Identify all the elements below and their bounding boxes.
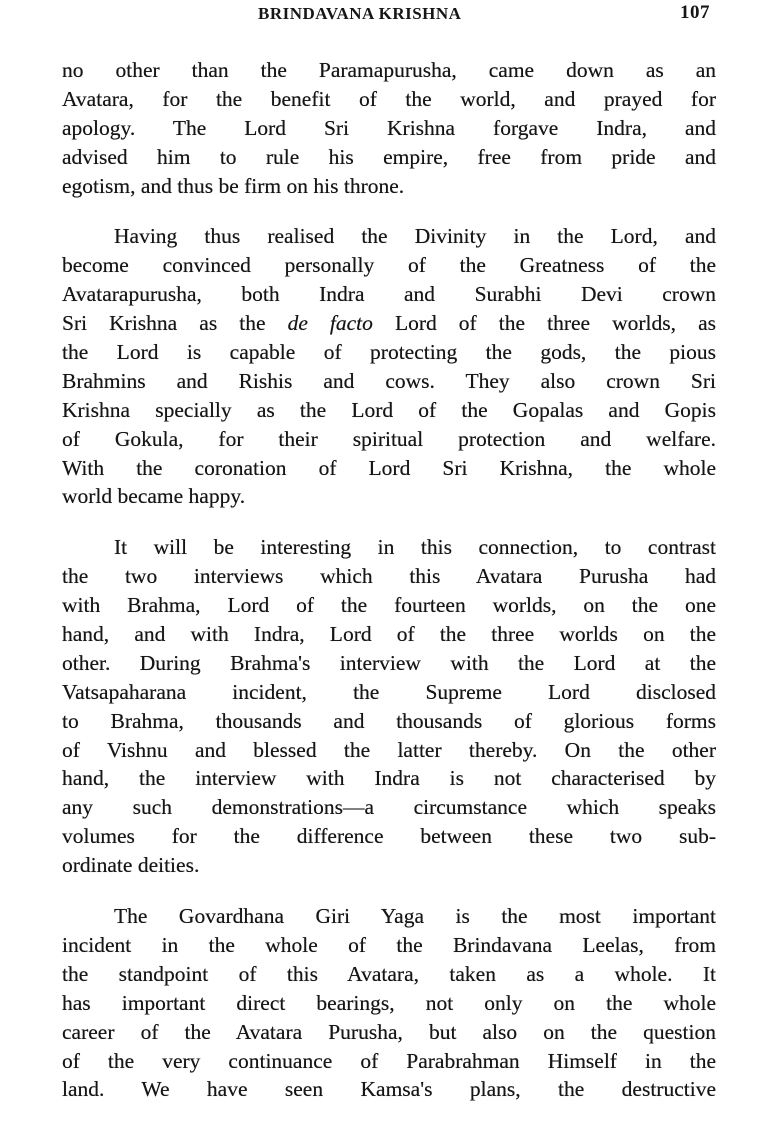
text-line: any such demonstrations—a circumstance which speaks — [62, 795, 716, 820]
text-line: the standpoint of this Avatara, taken as a whole. It — [62, 961, 716, 986]
text-line: career of the Avatara Purusha, but also on the question — [62, 1019, 716, 1044]
text-line: apology. The Lord Sri Krishna forgave Indra, and — [62, 115, 716, 140]
paragraph — [62, 56, 716, 200]
text-line: It will be interesting in this connection, to contrast — [114, 535, 716, 560]
text-line: Avatara, for the benefit of the world, and prayed for — [62, 86, 716, 111]
text-line: incident in the whole of the Brindavana Leelas, from — [62, 932, 716, 957]
text-line: with Brahma, Lord of the fourteen worlds, on the one — [62, 593, 716, 618]
text-line: Having thus realised the Divinity in the Lord, and — [114, 224, 716, 249]
text-line: of the very continuance of Parabrahman Himself in the — [62, 1048, 716, 1073]
page-body — [62, 56, 716, 1126]
text-line: other. During Brahma's interview with the Lord at the — [62, 650, 716, 675]
text-line: With the coronation of Lord Sri Krishna, the whole — [62, 455, 716, 480]
text-line: no other than the Paramapurusha, came down as an — [62, 58, 716, 82]
paragraph — [62, 533, 716, 880]
running-title: BRINDAVANA KRISHNA — [258, 4, 462, 23]
text-line: egotism, and thus be firm on his throne. — [62, 173, 405, 198]
text-line: hand, the interview with Indra is not characterised by — [62, 766, 716, 791]
text-line: become convinced personally of the Greatness of the — [62, 253, 716, 278]
text-line: ordinate deities. — [62, 853, 200, 878]
text-line: has important direct bearings, not only on the whole — [62, 990, 716, 1015]
text-line: to Brahma, thousands and thousands of glorious forms — [62, 708, 716, 733]
text-line: of Gokula, for their spiritual protection and welfare. — [62, 426, 716, 451]
text-line: hand, and with Indra, Lord of the three worlds on the — [62, 622, 716, 647]
page-number: 107 — [680, 2, 710, 23]
text-line: world became happy. — [62, 484, 246, 509]
text-line: advised him to rule his empire, free from pride and — [62, 144, 716, 169]
paragraph — [62, 222, 716, 511]
text-line: volumes for the difference between these two sub- — [62, 824, 716, 849]
text-line: Sri Krishna as the de facto Lord of the three worlds, as — [62, 311, 716, 336]
paragraph — [62, 902, 716, 1104]
text-line: the two interviews which this Avatara Purusha had — [62, 564, 716, 589]
text-line: The Govardhana Giri Yaga is the most important — [114, 904, 716, 929]
text-line: land. We have seen Kamsa's plans, the destructive — [62, 1077, 716, 1102]
text-line: Avatarapurusha, both Indra and Surabhi Devi crown — [62, 282, 716, 307]
text-line: Krishna specially as the Lord of the Gopalas and Gopis — [62, 397, 716, 422]
text-line: the Lord is capable of protecting the gods, the pious — [62, 340, 716, 365]
text-line: of Vishnu and blessed the latter thereby. On the other — [62, 737, 716, 762]
text-line: Vatsapaharana incident, the Supreme Lord disclosed — [62, 679, 716, 704]
text-line: Brahmins and Rishis and cows. They also crown Sri — [62, 368, 716, 393]
